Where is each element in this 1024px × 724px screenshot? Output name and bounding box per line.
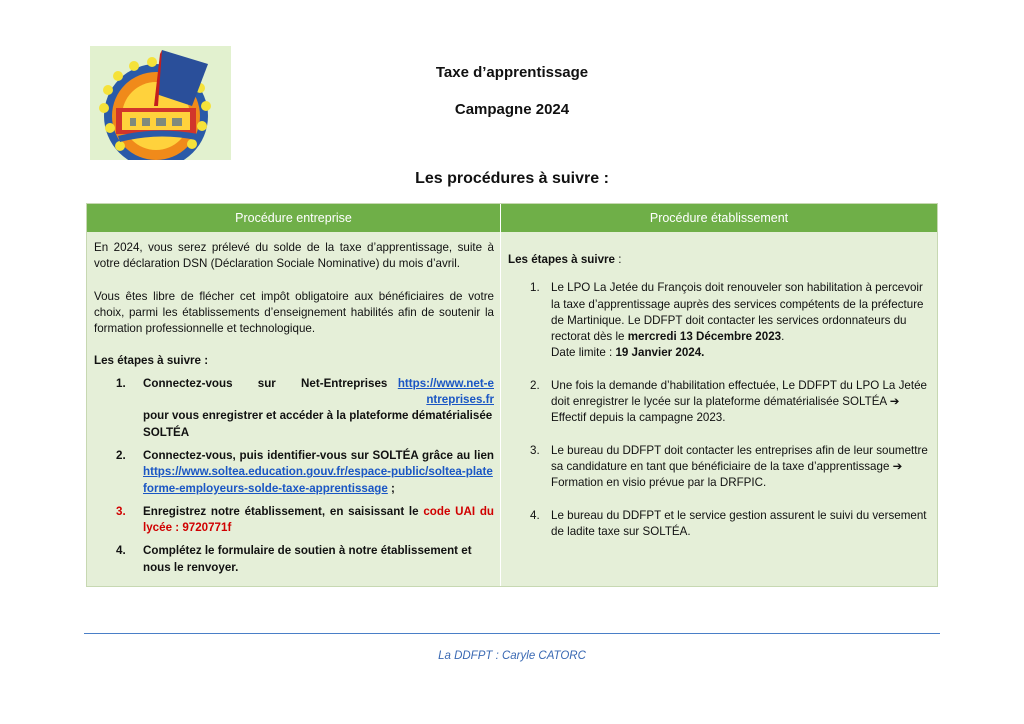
etablissement-step-3: 3. Le bureau du DDFPT doit contacter les entreprises afin de leur soumettre sa candidature en tant que bénéficiaire de la taxe d’apprentissage ➔ Formation en visio prévue par la DRFPIC. [530, 443, 928, 490]
header-procedure-etablissement: Procédure établissement [649, 211, 789, 225]
uai-code: code UAI du lycée : 9720771f [143, 504, 494, 535]
table-header-row [87, 204, 937, 232]
step2-text: Connectez-vous, puis identifier-vous sur SOLTÉA grâce au lien [143, 448, 494, 462]
etablissement-steps-title: Les étapes à suivre : [508, 253, 622, 266]
footer-signature: La DDFPT : Caryle CATORC [438, 650, 586, 662]
step1-text: Connectez-vous sur Net-Entreprises [143, 376, 388, 390]
entreprise-step-4: 4. Complétez le formulaire de soutien à notre établissement et nous le renvoyer. [116, 544, 472, 574]
entreprise-steps-title: Les étapes à suivre : [94, 354, 209, 368]
procedures-table [86, 203, 938, 587]
step3-text: Enregistrez notre établissement, en saisissant le [143, 504, 424, 518]
net-entreprises-link[interactable]: https://www.net-entreprises.fr [397, 376, 494, 407]
entreprise-intro-paragraph: En 2024, vous serez prélevé du solde de la taxe d’apprentissage, suite à votre déclaration DSN (Déclaration Sociale Nominative) du mois d’avril. [94, 241, 494, 271]
step1-continuation: pour vous enregistrer et accéder à la plateforme dématérialisée SOLTÉA [143, 409, 493, 439]
campaign-title: Campagne 2024 [454, 101, 570, 118]
entreprise-steps-list [94, 376, 494, 576]
document-title: Taxe d’apprentissage [435, 64, 589, 81]
deadline-date: 19 Janvier 2024. [615, 346, 705, 360]
footer-divider [84, 633, 940, 634]
entreprise-step-1: 1. Connectez-vous sur Net-Entreprises https://www.net-entreprises.fr pour vous enregistrer et accéder à la plateforme dématérialisée SOLTÉA [94, 376, 494, 441]
entreprise-choice-paragraph: Vous êtes libre de flécher cet impôt obligatoire aux bénéficiaires de votre choix, parmi les établissements d’enseignement habilités afin de soutenir la formation professionnelle et technologique. [94, 289, 494, 336]
entreprise-column [94, 240, 494, 583]
etablissement-column [508, 252, 928, 556]
column-divider [500, 204, 501, 586]
entreprise-step-3: 3. Enregistrez notre établissement, en saisissant le code UAI du lycée : 9720771f [116, 504, 494, 535]
etablissement-steps-list [508, 280, 928, 540]
entreprise-step-2: 2. Connectez-vous, puis identifier-vous sur SOLTÉA grâce au lien https://www.soltea.education.gouv.fr/espace-public/soltea-plateforme-employeurs-solde-taxe-apprentissage ; [116, 448, 494, 495]
etablissement-step-4: 4. Le bureau du DDFPT et le service gestion assurent le suivi du versement de ladite taxe sur SOLTÉA. [530, 508, 927, 538]
etablissement-step-1: 1. Le LPO La Jetée du François doit renouveler son habilitation à percevoir la taxe d’apprentissage auprès des services compétents de la préfecture de Martinique. Le DDFPT doit contacter les services ordonnateurs du rectorat dès le mercredi 13 Décembre 2023. Date limite : 19 Janvier 2024. [530, 281, 924, 360]
step4-text: Complétez le formulaire de soutien à notre établissement et nous le renvoyer. [143, 544, 472, 574]
header-procedure-entreprise: Procédure entreprise [235, 211, 352, 225]
rectorat-date: mercredi 13 Décembre 2023 [627, 330, 782, 344]
etablissement-step-2: 2. Une fois la demande d’habilitation effectuée, Le DDFPT du LPO La Jetée doit enregistrer le lycée sur la plateforme dématérialisée SOLTÉA ➔ Effectif depuis la campagne 2023. [530, 378, 927, 425]
section-title: Les procédures à suivre : [415, 170, 609, 187]
soltea-link[interactable]: https://www.soltea.education.gouv.fr/espace-public/soltea-plateforme-employeurs-solde-taxe-apprentissage [143, 465, 493, 495]
